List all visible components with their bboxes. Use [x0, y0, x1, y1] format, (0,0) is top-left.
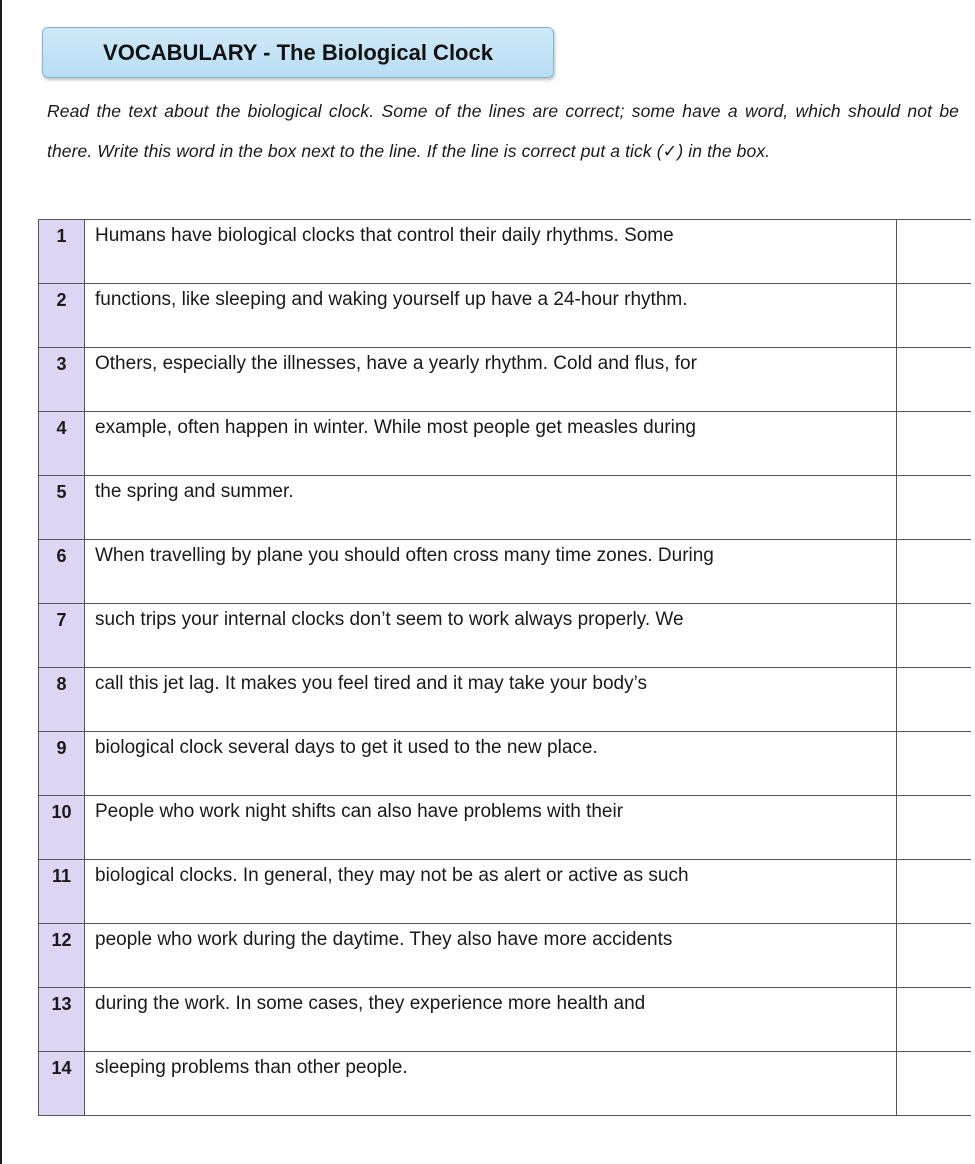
- table-row: [39, 860, 971, 924]
- table-row: [39, 220, 971, 284]
- line-number: 3: [39, 348, 85, 412]
- table-row: [39, 348, 971, 412]
- line-text: the spring and summer.: [85, 476, 897, 540]
- line-number: 2: [39, 284, 85, 348]
- line-text: example, often happen in winter. While most people get measles during: [85, 412, 897, 476]
- answer-box[interactable]: [897, 924, 971, 988]
- answer-box[interactable]: [897, 540, 971, 604]
- line-text: Humans have biological clocks that control their daily rhythms. Some: [85, 220, 897, 284]
- answer-box[interactable]: [897, 220, 971, 284]
- answer-box[interactable]: [897, 412, 971, 476]
- line-number: 8: [39, 668, 85, 732]
- line-text: sleeping problems than other people.: [85, 1052, 897, 1116]
- line-number: 6: [39, 540, 85, 604]
- table-row: [39, 476, 971, 540]
- table-row: [39, 668, 971, 732]
- table-row: [39, 284, 971, 348]
- line-text: When travelling by plane you should often cross many time zones. During: [85, 540, 897, 604]
- answer-box[interactable]: [897, 348, 971, 412]
- line-text: such trips your internal clocks don’t seem to work always properly. We: [85, 604, 897, 668]
- table-row: [39, 412, 971, 476]
- table-row: [39, 796, 971, 860]
- answer-box[interactable]: [897, 732, 971, 796]
- answer-box[interactable]: [897, 860, 971, 924]
- line-number: 7: [39, 604, 85, 668]
- table-row: [39, 604, 971, 668]
- line-number: 1: [39, 220, 85, 284]
- line-number: 5: [39, 476, 85, 540]
- line-text: people who work during the daytime. They also have more accidents: [85, 924, 897, 988]
- page-title: VOCABULARY - The Biological Clock: [42, 27, 554, 78]
- line-text: biological clock several days to get it used to the new place.: [85, 732, 897, 796]
- line-number: 14: [39, 1052, 85, 1116]
- line-number: 12: [39, 924, 85, 988]
- answer-box[interactable]: [897, 476, 971, 540]
- line-text: functions, like sleeping and waking yourself up have a 24-hour rhythm.: [85, 284, 897, 348]
- answer-box[interactable]: [897, 796, 971, 860]
- line-text: Others, especially the illnesses, have a yearly rhythm. Cold and flus, for: [85, 348, 897, 412]
- answer-box[interactable]: [897, 668, 971, 732]
- instructions-text: Read the text about the biological clock. Some of the lines are correct; some have a word, which should not be there. Write this word in the box next to the line. If the line is correct put a tick (✓) in the box.: [47, 101, 959, 161]
- table-row: [39, 988, 971, 1052]
- line-text: People who work night shifts can also have problems with their: [85, 796, 897, 860]
- table-row: [39, 732, 971, 796]
- line-number: 9: [39, 732, 85, 796]
- line-number: 11: [39, 860, 85, 924]
- table-row: [39, 540, 971, 604]
- exercise-table: [38, 219, 971, 1116]
- line-number: 13: [39, 988, 85, 1052]
- line-text: biological clocks. In general, they may not be as alert or active as such: [85, 860, 897, 924]
- answer-box[interactable]: [897, 988, 971, 1052]
- answer-box[interactable]: [897, 604, 971, 668]
- page-left-border: [0, 0, 2, 1164]
- answer-box[interactable]: [897, 1052, 971, 1116]
- line-number: 4: [39, 412, 85, 476]
- table-row: [39, 924, 971, 988]
- line-number: 10: [39, 796, 85, 860]
- table-row: [39, 1052, 971, 1116]
- line-text: call this jet lag. It makes you feel tired and it may take your body’s: [85, 668, 897, 732]
- answer-box[interactable]: [897, 284, 971, 348]
- line-text: during the work. In some cases, they experience more health and: [85, 988, 897, 1052]
